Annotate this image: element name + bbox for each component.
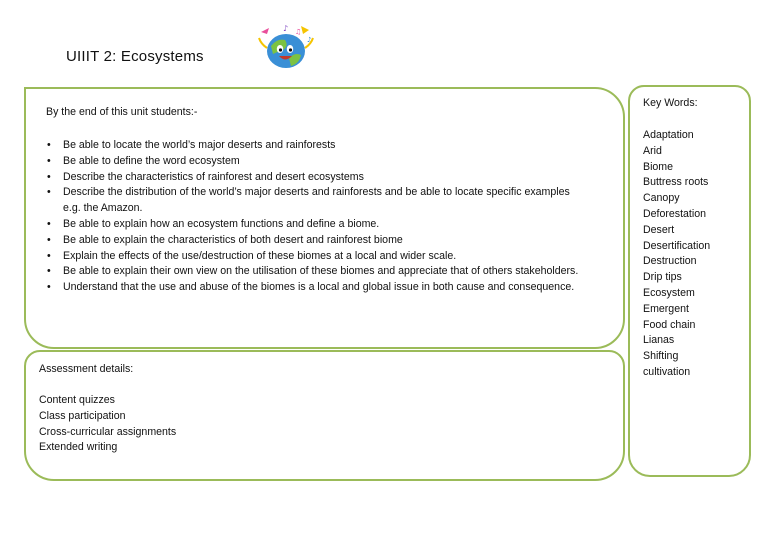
objectives-intro: By the end of this unit students:- bbox=[46, 106, 198, 118]
key-words-list bbox=[643, 128, 710, 381]
bullet-icon: • bbox=[47, 139, 51, 151]
assessment-heading: Assessment details: bbox=[39, 363, 134, 375]
objective-item: • Be able to explain their own view on the utilisation of these biomes and appreciate that of others stakeholders. bbox=[46, 264, 586, 280]
assessment-item: Cross-curricular assignments bbox=[39, 425, 177, 438]
objective-item: • Explain the effects of the use/destruction of these biomes at a local and wider scale. bbox=[46, 249, 586, 265]
key-word-item: Desert bbox=[643, 223, 675, 236]
key-word-item: Destruction bbox=[643, 255, 697, 268]
objectives-list bbox=[46, 138, 586, 296]
key-word-item: Biome bbox=[643, 160, 674, 173]
assessment-item: Extended writing bbox=[39, 441, 118, 454]
key-word-item: Ecosystem bbox=[643, 286, 695, 299]
key-words-heading: Key Words: bbox=[643, 97, 698, 109]
key-word-item: Canopy bbox=[643, 192, 680, 205]
bullet-icon: • bbox=[47, 170, 51, 183]
assessment-item: Class participation bbox=[39, 409, 126, 422]
key-word-item: Shifting bbox=[643, 350, 679, 363]
key-word-item: Drip tips bbox=[643, 271, 682, 284]
objective-item: • Be able to explain how an ecosystem functions and define a biome. bbox=[46, 217, 586, 233]
key-word-item: Emergent bbox=[643, 302, 689, 315]
svg-text:♪: ♪ bbox=[307, 36, 312, 44]
svg-text:♪: ♪ bbox=[283, 24, 289, 33]
unit-objectives-panel bbox=[24, 87, 625, 349]
bullet-icon: • bbox=[47, 281, 51, 294]
key-word-item: Buttress roots bbox=[643, 176, 709, 189]
key-word-item: Desertification bbox=[643, 239, 711, 252]
objective-item: • Describe the characteristics of rainforest and desert ecosystems bbox=[46, 170, 586, 186]
globe-mascot-icon bbox=[255, 22, 317, 72]
key-word-item: Arid bbox=[643, 144, 662, 157]
assessment-item: Content quizzes bbox=[39, 394, 115, 406]
bullet-icon: • bbox=[47, 249, 51, 262]
objective-item: • Understand that the use and abuse of the biomes is a local and global issue in both cause and consequence. bbox=[46, 280, 586, 296]
key-word-item: Lianas bbox=[643, 334, 675, 347]
bullet-icon: • bbox=[47, 186, 51, 199]
bullet-icon: • bbox=[47, 217, 51, 230]
bullet-icon: • bbox=[47, 233, 51, 246]
key-word-item: Adaptation bbox=[643, 129, 694, 141]
objective-item: • Be able to explain the characteristics of both desert and rainforest biome bbox=[46, 233, 586, 249]
key-word-item: Food chain bbox=[643, 318, 696, 331]
assessment-panel bbox=[24, 350, 625, 481]
key-words-panel bbox=[628, 85, 751, 477]
objective-item: • Be able to locate the world’s major deserts and rainforests bbox=[46, 138, 586, 154]
assessment-list bbox=[39, 393, 176, 456]
objective-item: • Describe the distribution of the world’s major deserts and rainforests and be able to locate specific examples e.g. the Amazon. bbox=[47, 186, 570, 215]
page-title: UIIIT 2: Ecosystems bbox=[66, 48, 204, 65]
key-word-item: cultivation bbox=[643, 365, 691, 378]
key-word-item: Deforestation bbox=[643, 207, 707, 220]
svg-text:♫: ♫ bbox=[295, 28, 302, 36]
objective-item: • Be able to define the word ecosystem bbox=[46, 154, 586, 170]
bullet-icon: • bbox=[47, 265, 51, 278]
bullet-icon: • bbox=[47, 154, 51, 167]
